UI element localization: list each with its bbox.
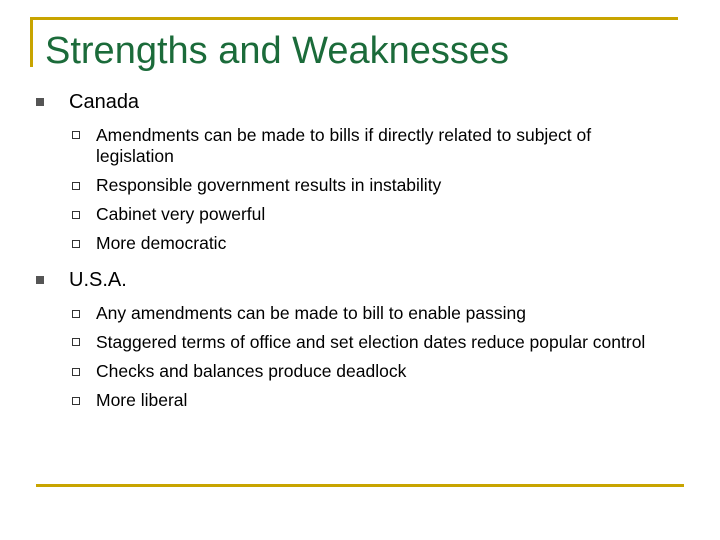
canada-points (36, 121, 676, 258)
section-heading (36, 88, 676, 116)
square-bullet-icon (36, 98, 44, 106)
list-item-text: Checks and balances produce deadlock (96, 361, 407, 381)
list-item-text: Cabinet very powerful (96, 204, 266, 224)
section-heading-text: U.S.A. (69, 269, 127, 291)
bottom-rule (36, 484, 684, 487)
section-heading-text: Canada (69, 91, 140, 113)
title-top-rule (30, 17, 678, 20)
hollow-square-bullet-icon (72, 211, 80, 219)
list-item (36, 229, 676, 258)
slide-content (36, 88, 676, 423)
slide-title: Strengths and Weaknesses (45, 30, 510, 72)
section-usa (36, 266, 676, 415)
hollow-square-bullet-icon (72, 131, 80, 139)
usa-points (36, 299, 676, 415)
hollow-square-bullet-icon (72, 338, 80, 346)
list-item (36, 386, 676, 415)
section-heading (36, 266, 676, 294)
list-item (36, 299, 676, 328)
list-item (36, 171, 676, 200)
list-item-text: More democratic (96, 233, 227, 253)
list-item-text: Amendments can be made to bills if directly related to subject of legislation (96, 125, 592, 166)
title-left-rule (30, 17, 33, 67)
list-item (36, 357, 676, 386)
list-item-text: Responsible government results in instability (96, 175, 442, 195)
list-item-text: Any amendments can be made to bill to enable passing (96, 303, 526, 323)
hollow-square-bullet-icon (72, 397, 80, 405)
hollow-square-bullet-icon (72, 310, 80, 318)
hollow-square-bullet-icon (72, 182, 80, 190)
hollow-square-bullet-icon (72, 240, 80, 248)
list-item (36, 200, 676, 229)
section-canada (36, 88, 676, 258)
list-item (36, 328, 676, 357)
list-item-text: Staggered terms of office and set election dates reduce popular control (96, 332, 646, 352)
list-item-text: More liberal (96, 390, 188, 410)
hollow-square-bullet-icon (72, 368, 80, 376)
square-bullet-icon (36, 276, 44, 284)
list-item (36, 121, 676, 171)
